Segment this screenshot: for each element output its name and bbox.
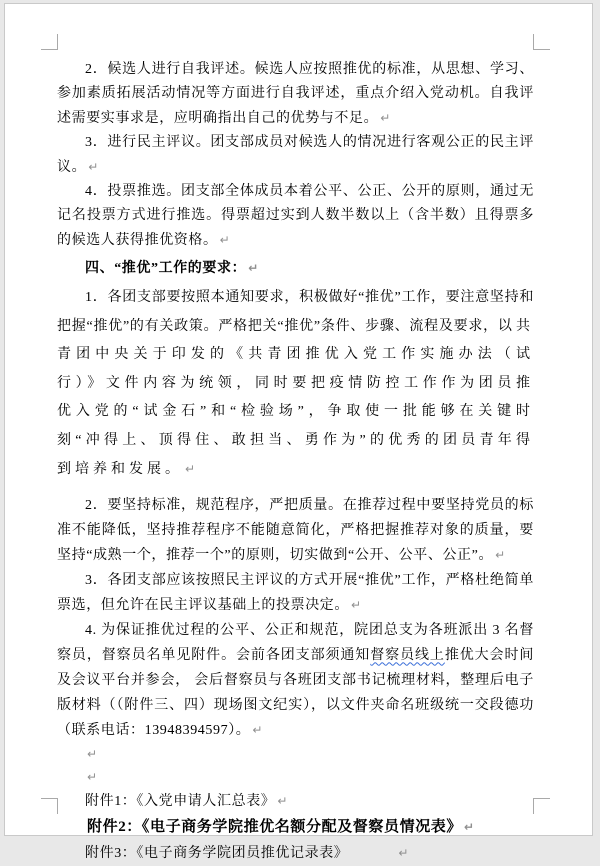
- text-boundary-mark-bottom-left-icon: [41, 798, 58, 814]
- empty-paragraph: [57, 743, 534, 766]
- text-boundary-mark-top-right-icon: [533, 34, 550, 50]
- attachment-line-2: [57, 814, 534, 841]
- paragraph-mark-icon: ↵: [87, 769, 98, 784]
- paragraph-mark-icon: ↵: [87, 746, 98, 761]
- paragraph-requirement-3: [57, 568, 534, 618]
- paragraph-mark-icon: ↵: [351, 597, 362, 612]
- paragraph-text: 2．候选人进行自我评述。候选人应按照推优的标准，从思想、学习、参加素质拓展活动情况等方面进行自我评述，重点介绍入党动机。自我评述需要实事求是，应明确指出自己的优势与不足。: [57, 62, 534, 126]
- attachment-text: 附件1：《入党申请人汇总表》: [85, 793, 276, 809]
- paragraph-mark-icon: ↵: [398, 845, 409, 860]
- paragraph-text: 推优大会时间及会议平台并参会， 会后督察员与各班团支部书记梳理材料，整理后电子版材料（（附件三、四）现场图文纪实），以文件夹命名班级统一交段德功（联系电话：13948394597）。: [57, 647, 534, 738]
- paragraph-requirement-4: [57, 618, 534, 743]
- attachment-text: 附件2：《电子商务学院推优名额分配及督察员情况表》: [87, 818, 463, 835]
- paragraph-requirement-1: [57, 284, 534, 485]
- paragraph-text: 4. 为保证推优过程的公平、公正和规范，院团总支为各班派出 3 名督察员，督察员名单见附件。会前各团支部须通知: [57, 622, 534, 663]
- paragraph-text: 3．各团支部应该按照民主评议的方式开展“推优”工作，严格杜绝简单票选，但允许在民主评议基础上的投票决定。: [57, 572, 534, 613]
- paragraph-mark-icon: ↵: [495, 547, 506, 562]
- attachment-text: 附件3：《电子商务学院团员推优记录表》: [85, 845, 349, 861]
- document-body: [57, 49, 534, 866]
- paragraph-mark-icon: ↵: [380, 111, 391, 125]
- paragraph-text: 3．进行民主评议。团支部成员对候选人的情况进行客观公正的民主评议。: [57, 135, 534, 175]
- empty-paragraph: [57, 766, 534, 789]
- attachment-line-1: [57, 789, 534, 814]
- paragraph-text: 2．要坚持标准，规范程序，严把质量。在推荐过程中要坚持党员的标准不能降低，坚持推荐程序不能随意简化，严格把握推荐对象的质量，要坚持“成熟一个，推荐一个”的原则，切实做到“公开、公平、公正”。: [57, 497, 534, 563]
- paragraph-vote-recommendation: [57, 180, 534, 253]
- paragraph-mark-icon: ↵: [248, 261, 259, 275]
- paragraph-mark-icon: ↵: [277, 793, 288, 808]
- attachment-line-3: [57, 841, 534, 866]
- paragraph-text: 1．各团支部要按照本通知要求，积极做好“推优”工作，要注意坚持和把握“推优”的有关政策。严格把关“推优”条件、步骤、流程及要求，: [57, 290, 534, 334]
- paragraph-text-spread: 以共青团中央关于印发的《共青团推优入党工作实施办法（试行）》文件内容为统领，同时要把疫情防控工作作为团员推优入党的“试金石”和“检验场”，争取使一批能够在关键时刻“冲得上、顶得住、敢担当、勇作为”的优秀的团员青年得到培养和发展。: [57, 318, 534, 477]
- heading-text: 四、“推优”工作的要求：: [85, 261, 247, 276]
- paragraph-democratic-appraisal: [57, 131, 534, 180]
- paragraph-mark-icon: ↵: [252, 722, 263, 737]
- paragraph-requirement-2: [57, 493, 534, 568]
- paragraph-mark-icon: ↵: [88, 160, 99, 174]
- paragraph-mark-icon: ↵: [464, 819, 475, 834]
- document-page: [4, 3, 593, 861]
- paragraph-self-review: [57, 58, 534, 131]
- section-heading-requirements: [57, 256, 534, 281]
- paragraph-mark-icon: ↵: [219, 233, 230, 247]
- paragraph-mark-icon: ↵: [185, 462, 196, 476]
- paragraph-text: 4．投票推选。团支部全体成员本着公平、公正、公开的原则，通过无记名投票方式进行推选。得票超过实到人数半数以上（含半数）且得票多的候选人获得推优资格。: [57, 184, 534, 248]
- spellcheck-flagged-text: 督察员线上: [370, 647, 445, 663]
- text-boundary-mark-bottom-right-icon: [533, 798, 550, 814]
- text-boundary-mark-top-left-icon: [41, 34, 58, 50]
- trailing-spaces: [348, 856, 396, 857]
